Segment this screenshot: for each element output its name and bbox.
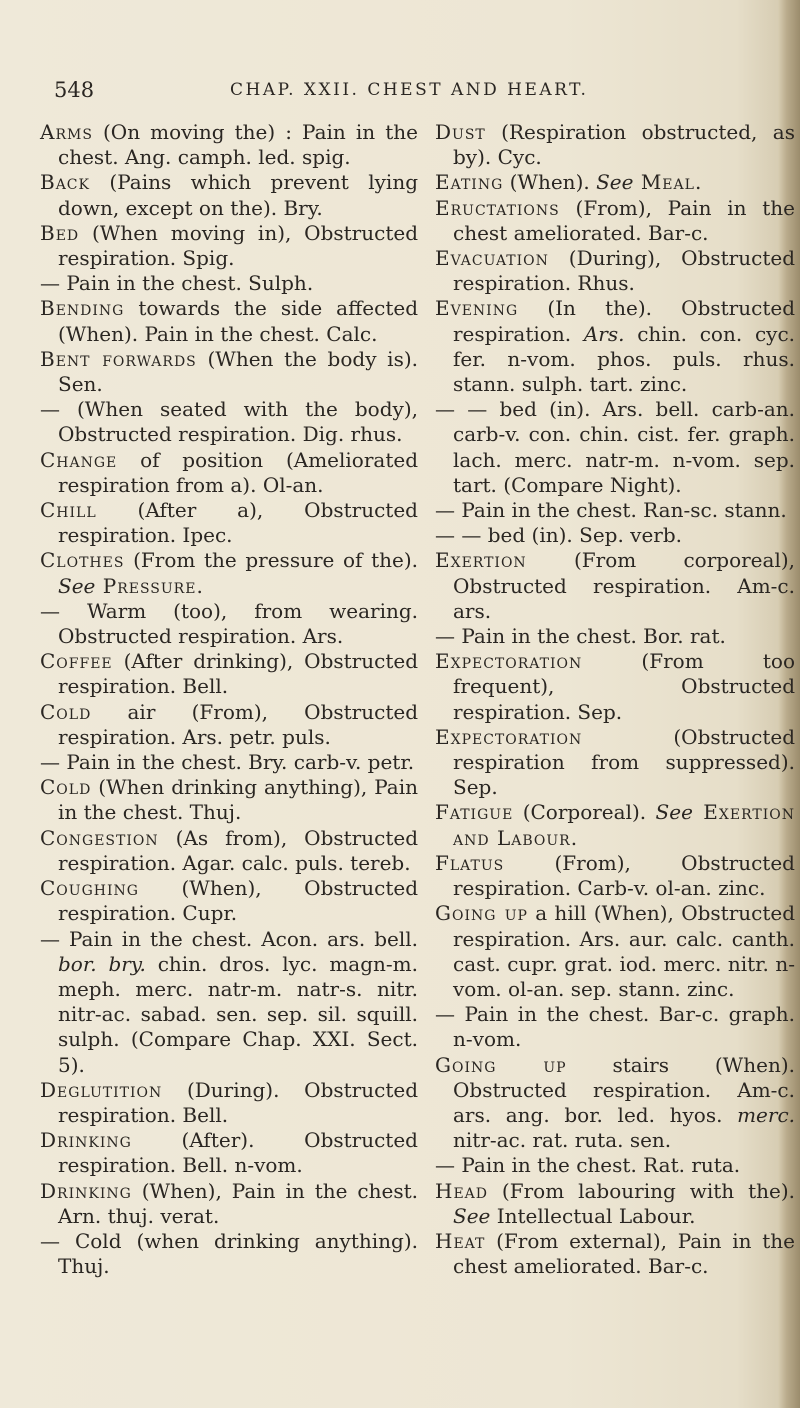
entry-text: (When). [503, 170, 597, 195]
entry-text: Pressure [95, 573, 197, 598]
entry-text: — Pain in the chest. Bry. carb-v. petr. [40, 750, 415, 775]
index-entry [40, 649, 418, 699]
entry-text: . [694, 170, 702, 195]
entry-text: Exertion and Labour [453, 800, 795, 850]
entry-heading: Heat [435, 1228, 486, 1253]
entry-text: (When the body is). Sen. [58, 346, 418, 397]
entry-text: (Obstructed respiration from suppressed). Sep. [453, 724, 795, 800]
entry-heading: Drinking [40, 1178, 132, 1203]
entry-text: (When drinking anything), Pain in the chest. Thuj. [58, 775, 418, 825]
entry-heading: Eating [435, 170, 504, 195]
entry-heading: Cold [40, 775, 92, 800]
entry-text: (From external), Pain in the chest ameliorated. Bar-c. [453, 1228, 795, 1279]
index-entry [40, 599, 418, 649]
entry-heading: Expectoration [435, 724, 583, 749]
entry-text: — Pain in the chest. Bar-c. graph. n-vom. [435, 1002, 795, 1052]
index-entry [40, 1229, 418, 1279]
index-entry [435, 498, 795, 523]
page-number: 548 [54, 78, 95, 102]
entry-text: — — bed (in). Sep. verb. [435, 523, 683, 548]
entry-heading: Exertion [435, 548, 527, 573]
entry-heading: Arms [40, 120, 93, 144]
entry-heading: Bending [40, 296, 125, 321]
entry-text: . [196, 573, 203, 598]
entry-heading: Coughing [40, 876, 139, 901]
entry-heading: Flatus [435, 850, 505, 875]
right-column [435, 120, 795, 1279]
index-entry [40, 347, 418, 397]
entry-text: — Cold (when drinking anything). Thuj. [40, 1228, 418, 1279]
entry-text: See [58, 573, 96, 598]
index-entry [40, 775, 418, 825]
entry-heading: Congestion [40, 825, 159, 850]
entry-heading: Going up [435, 901, 528, 926]
entry-text: a hill (When), Obstructed respiration. Ars. aur. calc. canth. cast. cupr. grat. iod. merc. nitr. n-vom. ol-an. sep. stann. zinc. [453, 901, 796, 1001]
entry-heading: Drinking [40, 1128, 132, 1153]
index-entry [40, 826, 418, 876]
index-entry [435, 397, 795, 498]
entry-text: — Pain in the chest. Sulph. [40, 271, 314, 296]
index-entry [40, 397, 418, 447]
page-header [54, 78, 754, 112]
entry-heading: Bed [40, 220, 80, 245]
entry-text: — Pain in the chest. Acon. ars. bell. [40, 926, 418, 951]
entry-text: towards the side affected (When). Pain in the chest. Calc. [58, 296, 418, 346]
index-entry [435, 1053, 795, 1154]
left-column [40, 120, 418, 1279]
index-entry [40, 927, 418, 1078]
entry-text: Meal [633, 170, 695, 195]
entry-text: (Pains which prevent lying down, except on the). Bry. [58, 170, 418, 220]
entry-text: air (From), Obstructed respiration. Ars. petr. puls. [58, 699, 418, 749]
entry-text: . [570, 825, 578, 850]
index-entry [40, 296, 418, 346]
entry-text: (From), Pain in the chest ameliorated. Bar-c. [453, 195, 795, 245]
entry-heading: Evacuation [435, 246, 549, 271]
index-entry [40, 170, 418, 220]
entry-text: of position (Ameliorated respiration from a). Ol-an. [58, 447, 418, 497]
entry-text: (As from), Obstructed respiration. Agar. calc. puls. tereb. [58, 825, 418, 875]
index-entry [40, 876, 418, 926]
index-entry [40, 1179, 418, 1229]
entry-text: Intellectual Labour. [490, 1203, 696, 1228]
entry-heading: Bent forwards [40, 346, 197, 371]
index-entry [435, 296, 795, 397]
entry-text: (During), Obstructed respiration. Rhus. [453, 246, 795, 296]
entry-text: (When moving in), Obstructed respiration. Spig. [58, 220, 418, 271]
index-entry [435, 649, 795, 725]
index-entry [435, 196, 795, 246]
index-entry [435, 120, 795, 170]
entry-heading: Back [40, 170, 90, 195]
entry-text: — Pain in the chest. Ran-sc. stann. [435, 498, 787, 523]
index-entry [40, 448, 418, 498]
entry-text: — Warm (too), from wearing. Obstructed respiration. Ars. [40, 598, 418, 649]
index-entry [40, 120, 418, 170]
index-entry [40, 221, 418, 271]
entry-text: (After a), Obstructed respiration. Ipec. [58, 498, 418, 548]
index-entry [435, 548, 795, 624]
entry-heading: Dust [435, 120, 486, 144]
entry-text: (After drinking), Obstructed respiration. Bell. [58, 649, 418, 699]
index-entry [435, 901, 795, 1002]
entry-text: chin. dros. lyc. magn-m. meph. merc. natr-m. natr-s. nitr. nitr-ac. sabad. sen. sep. sil. squill. sulph. (Compare Chap. XXI. Sect. 5). [58, 951, 418, 1077]
entry-text: (After). Obstructed respiration. Bell. n-vom. [58, 1128, 418, 1178]
entry-heading: Cold [40, 699, 92, 724]
entry-text: — Pain in the chest. Bor. rat. [435, 624, 726, 649]
index-entry [40, 1078, 418, 1128]
entry-text: bor. bry. [58, 951, 146, 976]
index-entry [435, 725, 795, 801]
entry-text: Ars. [583, 321, 625, 346]
entry-text: nitr-ac. rat. ruta. sen. [453, 1128, 672, 1153]
index-entry [40, 1128, 418, 1178]
index-entry [435, 1002, 795, 1052]
entry-text: chin. con. cyc. fer. n-vom. phos. puls. rhus. stann. sulph. tart. zinc. [453, 321, 795, 397]
index-entry [435, 1153, 795, 1178]
entry-text: (From labouring with the). [488, 1178, 795, 1203]
entry-heading: Fatigue [435, 800, 514, 825]
entry-text: (From the pressure of the). [124, 548, 418, 573]
entry-heading: Chill [40, 498, 97, 523]
entry-text: See [453, 1203, 491, 1228]
index-entry [435, 1229, 795, 1279]
index-entry [435, 246, 795, 296]
entry-heading: Head [435, 1178, 488, 1203]
entry-text: (In the). Obstructed respiration. [453, 296, 795, 346]
entry-text: (When), Pain in the chest. Arn. thuj. verat. [58, 1178, 418, 1228]
index-entry [40, 750, 418, 775]
entry-text: (From corporeal), Obstructed respiration. Am-c. ars. [453, 548, 795, 623]
entry-text: (From), Obstructed respiration. Carb-v. ol-an. zinc. [453, 850, 795, 901]
entry-text: (When), Obstructed respiration. Cupr. [58, 876, 418, 926]
index-entry [40, 700, 418, 750]
index-entry [435, 523, 795, 548]
entry-heading: Coffee [40, 649, 113, 674]
index-entry [40, 271, 418, 296]
entry-heading: Expectoration [435, 649, 583, 674]
entry-heading: Going up [435, 1052, 567, 1077]
running-head: CHAP. XXII. CHEST AND HEART. [230, 80, 589, 100]
entry-text: — (When seated with the body), Obstructed respiration. Dig. rhus. [40, 397, 418, 447]
entry-text: (On moving the) : Pain in the chest. Ang. camph. led. spig. [58, 120, 418, 170]
entry-heading: Clothes [40, 548, 125, 573]
entry-text: (Respiration obstructed, as by). Cyc. [453, 120, 795, 170]
index-entry [435, 800, 795, 850]
entry-text: stairs (When). Obstructed respiration. Am-c. ars. ang. bor. led. hyos. [453, 1052, 796, 1127]
index-entry [40, 498, 418, 548]
entry-text: — Pain in the chest. Rat. ruta. [435, 1153, 741, 1178]
entry-text: See [596, 170, 634, 195]
entry-text: (During). Obstructed respiration. Bell. [58, 1077, 418, 1127]
entry-text: (Corporeal). [513, 800, 656, 825]
entry-heading: Eructations [435, 195, 560, 220]
index-entry [435, 170, 795, 195]
index-entry [40, 548, 418, 598]
index-entry [435, 624, 795, 649]
entry-text: See [655, 800, 693, 825]
entry-text: (From too frequent), Obstructed respiration. Sep. [453, 649, 795, 724]
entry-heading: Change [40, 447, 118, 472]
index-entry [435, 1179, 795, 1229]
entry-heading: Deglutition [40, 1077, 163, 1102]
index-entry [435, 851, 795, 901]
entry-heading: Evening [435, 296, 519, 321]
entry-text: merc. [737, 1102, 795, 1127]
entry-text: — — bed (in). Ars. bell. carb-an. carb-v. con. chin. cist. fer. graph. lach. merc. natr-m. n-vom. sep. tart. (Compare Night). [435, 397, 795, 497]
